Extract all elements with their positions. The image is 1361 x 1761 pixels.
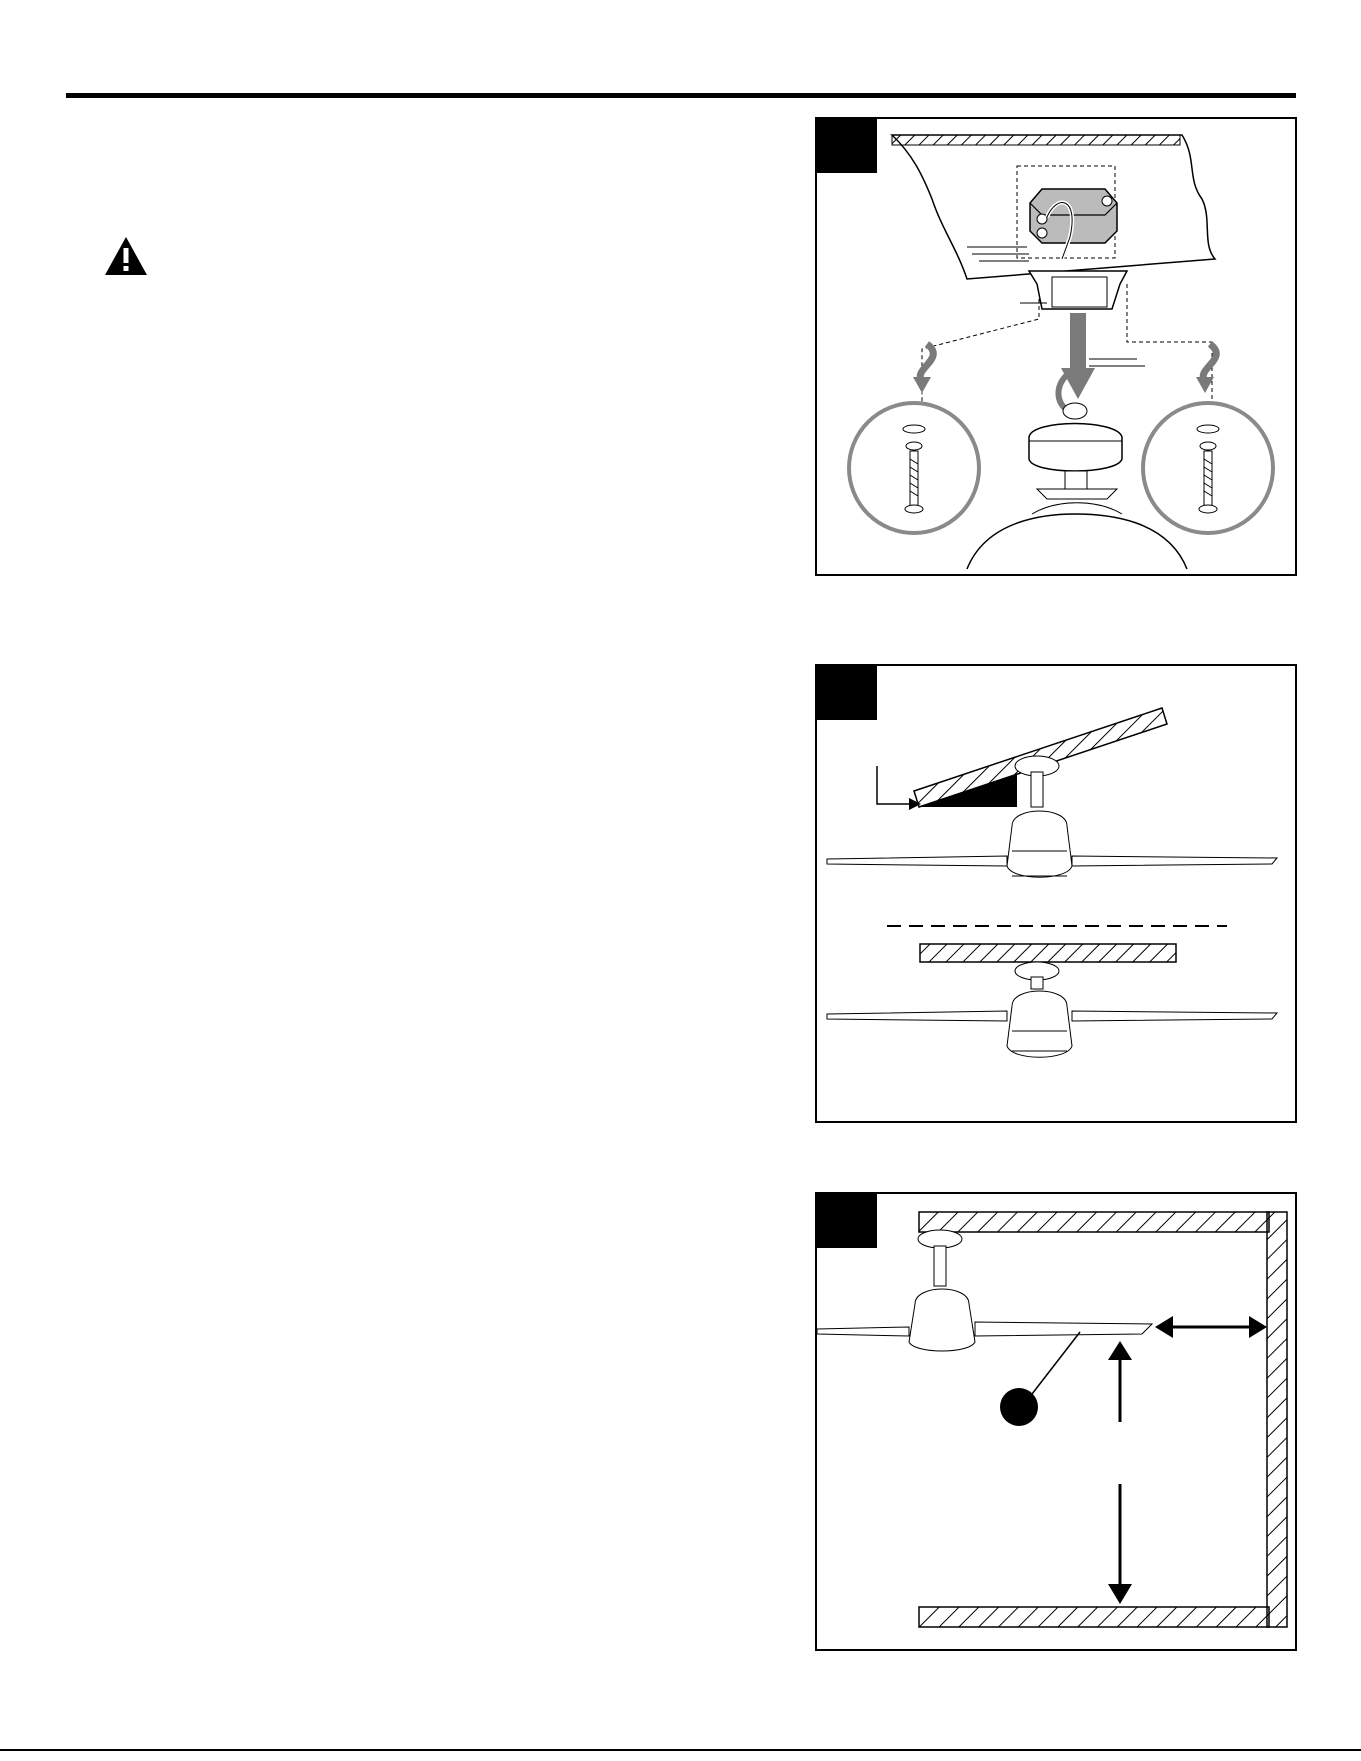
- figure-ceiling-slope: [815, 664, 1297, 1123]
- callout-dot-icon: [1000, 1388, 1038, 1426]
- figure-tab: [817, 119, 877, 173]
- figure-tab: [817, 666, 877, 720]
- figure-mount-bracket: [815, 117, 1297, 576]
- footer-rule: [0, 1749, 1361, 1751]
- figure-clearance: [815, 1192, 1297, 1651]
- warning-triangle-icon: [104, 236, 148, 276]
- header-rule: [66, 93, 1296, 98]
- figure-tab: [817, 1194, 877, 1248]
